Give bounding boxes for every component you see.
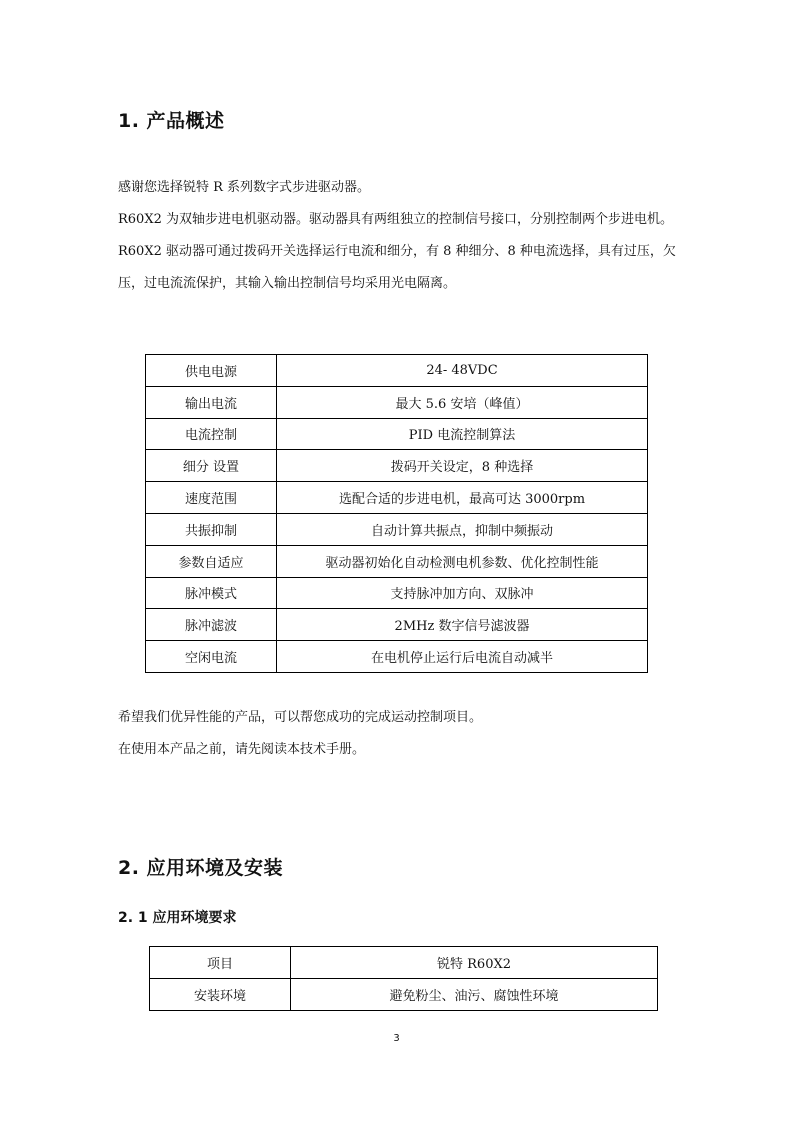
spec-value: 选配合适的步进电机，最高可达 3000rpm (277, 482, 648, 514)
table-row (146, 609, 648, 641)
env-value: 锐特 R60X2 (291, 947, 658, 979)
paragraph-dip-switch: R60X2 驱动器可通过拨码开关选择运行电流和细分，有 8 种细分、8 种电流选择，具有过压，欠压，过电流流保护，其输入输出控制信号均采用光电隔离。 (118, 244, 676, 291)
spec-key: 速度范围 (146, 482, 277, 514)
spec-key: 细分 设置 (146, 450, 277, 482)
closing-paragraphs (118, 702, 678, 766)
spec-key: 供电电源 (146, 355, 277, 387)
spec-key: 电流控制 (146, 418, 277, 450)
spec-key: 脉冲滤波 (146, 609, 277, 641)
spec-key: 脉冲模式 (146, 577, 277, 609)
table-row (146, 386, 648, 418)
spec-value: 拨码开关设定，8 种选择 (277, 450, 648, 482)
section-2-heading: 2. 应用环境及安装 (118, 857, 284, 879)
paragraph-thanks: 感谢您选择锐特 R 系列数字式步进驱动器。 (118, 180, 371, 195)
table-row (146, 641, 648, 673)
env-key: 项目 (150, 947, 291, 979)
spec-value: 在电机停止运行后电流自动减半 (277, 641, 648, 673)
spec-value: 驱动器初始化自动检测电机参数、优化控制性能 (277, 545, 648, 577)
spec-value: PID 电流控制算法 (277, 418, 648, 450)
env-value: 避免粉尘、油污、腐蚀性环境 (291, 979, 658, 1011)
table-row (146, 513, 648, 545)
spec-table (145, 354, 648, 673)
spec-value: 最大 5.6 安培（峰值） (277, 386, 648, 418)
table-row (146, 482, 648, 514)
intro-paragraphs (118, 172, 678, 300)
table-row (146, 450, 648, 482)
spec-key: 输出电流 (146, 386, 277, 418)
table-row (146, 418, 648, 450)
environment-table (149, 946, 658, 1011)
section-1-heading: 1. 产品概述 (118, 110, 225, 132)
table-row (146, 545, 648, 577)
spec-value: 自动计算共振点，抑制中频振动 (277, 513, 648, 545)
table-row (146, 355, 648, 387)
table-row (146, 577, 648, 609)
paragraph-dual-axis: R60X2 为双轴步进电机驱动器。驱动器具有两组独立的控制信号接口，分别控制两个步进电机。 (118, 212, 673, 227)
paragraph-hope: 希望我们优异性能的产品，可以帮您成功的完成运动控制项目。 (118, 710, 483, 725)
table-row (150, 979, 658, 1011)
env-key: 安装环境 (150, 979, 291, 1011)
table-row (150, 947, 658, 979)
spec-key: 共振抑制 (146, 513, 277, 545)
page-number: 3 (393, 1033, 400, 1044)
section-2-1-heading: 2. 1 应用环境要求 (118, 910, 237, 926)
paragraph-read-manual: 在使用本产品之前，请先阅读本技术手册。 (118, 742, 366, 757)
spec-value: 2MHz 数字信号滤波器 (277, 609, 648, 641)
spec-key: 参数自适应 (146, 545, 277, 577)
spec-value: 24- 48VDC (277, 355, 648, 387)
spec-value: 支持脉冲加方向、双脉冲 (277, 577, 648, 609)
spec-key: 空闲电流 (146, 641, 277, 673)
